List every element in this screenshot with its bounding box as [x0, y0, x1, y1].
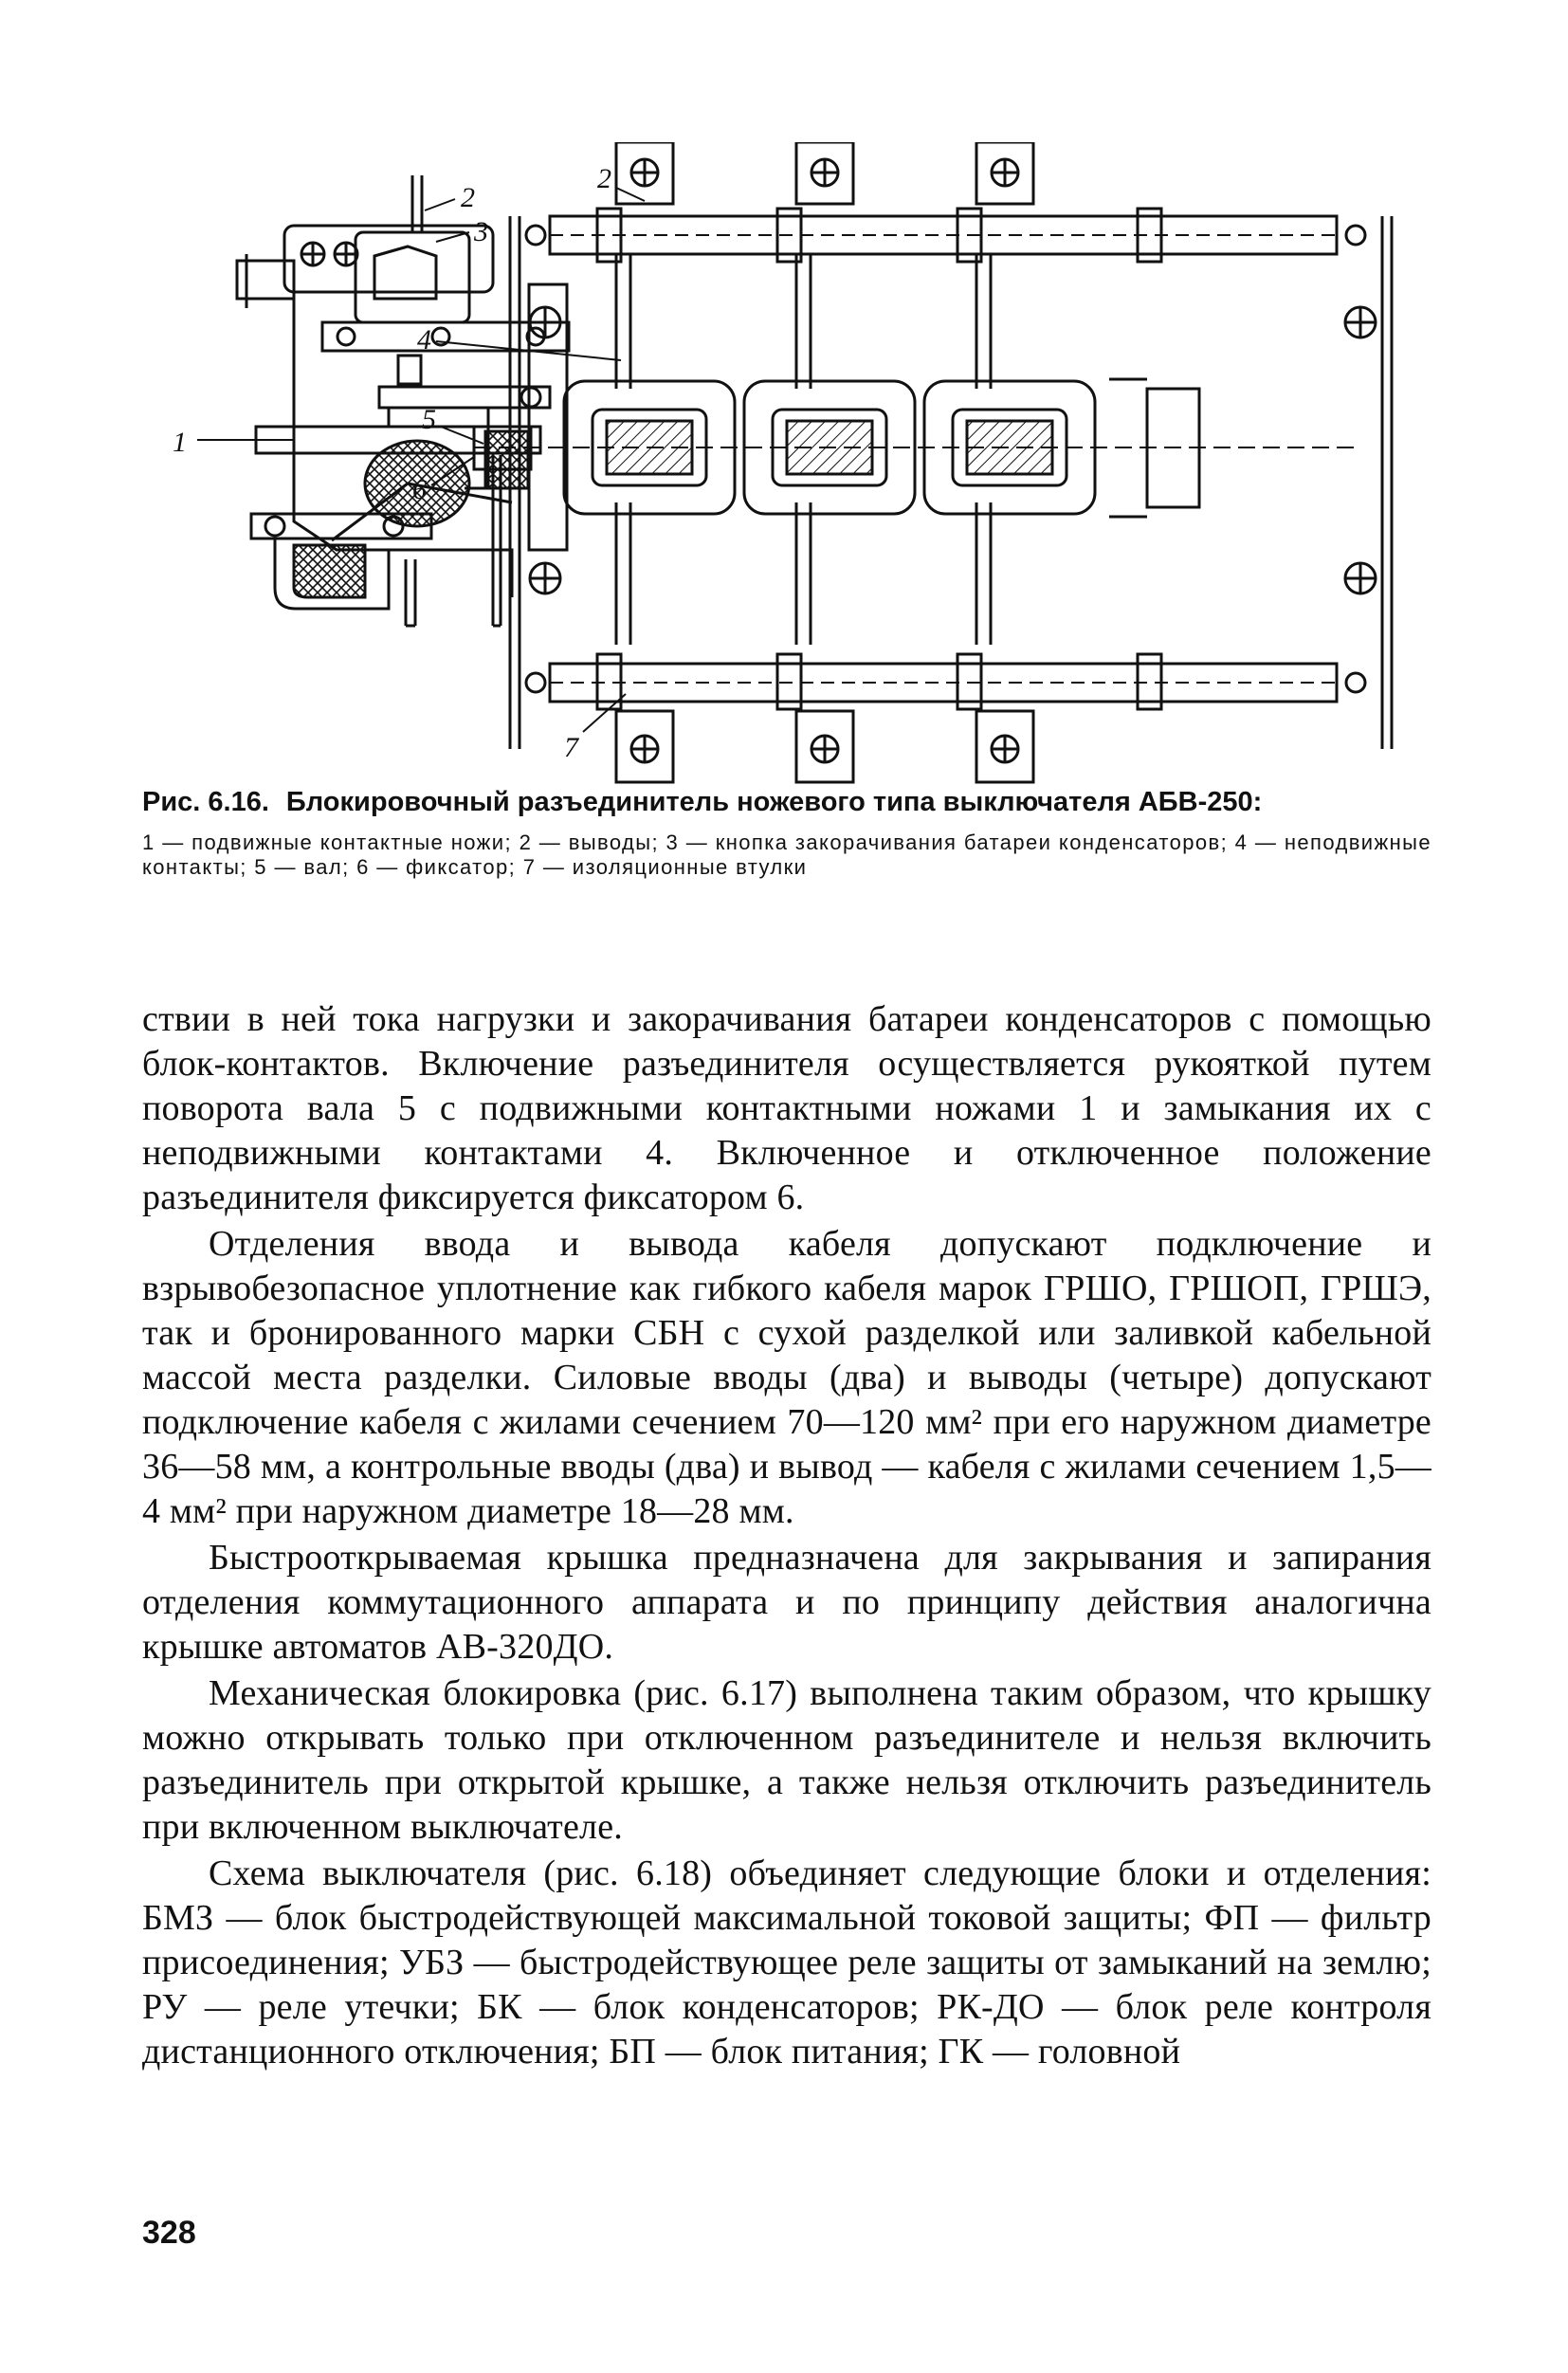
caption-title-line — [142, 785, 1431, 819]
label-6: 6 — [412, 474, 427, 505]
figure-6-16 — [152, 142, 1460, 787]
top-terminals — [616, 142, 1033, 204]
front-view — [465, 142, 1413, 782]
label-3: 3 — [474, 216, 488, 247]
paragraph-5: Схема выключателя (рис. 6.18) объединяет следующие блоки и отделения: БМЗ — блок быстродействующей максимальной токовой защиты; ФП — фильтр присоединения; УБЗ — быстродействующее реле защиты от замыканий на землю; РУ — реле утечки; БК — блок конденсаторов; РК-ДО — блок реле контроля дистанционного отключения; БП — блок питания; ГК — головной — [142, 1853, 1431, 2072]
label-4: 4 — [417, 324, 431, 356]
caption-legend: 1 — подвижные контактные ножи; 2 — выводы; 3 — кнопка закорачивания батареи конденсаторов; 4 — неподвижные контакты; 5 — вал; 6 — фиксатор; 7 — изоляционные втулки — [142, 831, 1431, 879]
bottom-terminals — [616, 711, 1033, 782]
body-text — [142, 997, 1431, 2076]
label-1: 1 — [173, 427, 187, 458]
label-5: 5 — [422, 404, 436, 435]
paragraph-1: ствии в ней тока нагрузки и закорачивания батареи конденсаторов с помощью блок-контактов. Включение разъединителя осуществляется рукояткой путем поворота вала 5 с подвижными контактными ножами 1 и замыкания их с неподвижными контактами 4. Включенное и отключенное положение разъединителя фиксируется фиксатором 6. — [142, 999, 1431, 1217]
caption-number: Рис. 6.16. — [142, 787, 269, 817]
disconnector-drawing — [152, 142, 1460, 787]
label-2-left: 2 — [461, 182, 475, 213]
page-number: 328 — [142, 2215, 196, 2251]
figure-caption — [142, 785, 1431, 880]
paragraph-3: Быстрооткрываемая крышка предназначена для закрывания и запирания отделения коммутационного аппарата и по принципу действия аналогична крышке автоматов АВ-320ДО. — [142, 1538, 1431, 1667]
label-7: 7 — [564, 732, 578, 763]
caption-title: Блокировочный разъединитель ножевого типа выключателя АБВ-250: — [285, 787, 1263, 817]
paragraph-4: Механическая блокировка (рис. 6.17) выполнена таким образом, что крышку можно открывать только при отключенном разъединителе и нельзя включить разъединитель при открытой крышке, а также нельзя отключить разъединитель при включенном выключателе. — [142, 1673, 1431, 1847]
label-2-right: 2 — [597, 163, 611, 194]
paragraph-2: Отделения ввода и вывода кабеля допускают подключение и взрывобезопасное уплотнение как гибкого кабеля марок ГРШО, ГРШОП, ГРШЭ, так и бронированного марки СБН с сухой разделкой или заливкой кабельной массой места разделки. Силовые вводы (два) и выводы (четыре) допускают подключение кабеля с жилами сечением 70—120 мм² при его наружном диаметре 36—58 мм, а контрольные вводы (два) и вывод — кабеля с жилами сечением 1,5—4 мм² при наружном диаметре 18—28 мм. — [142, 1224, 1431, 1531]
